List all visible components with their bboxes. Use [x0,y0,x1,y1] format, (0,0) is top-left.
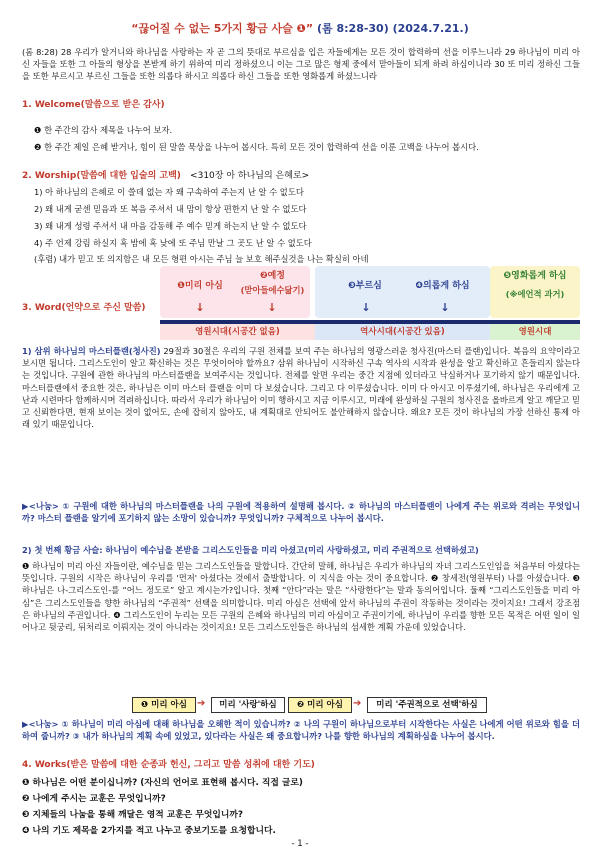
arrow-down-icon: ↓ [440,301,450,314]
arrow-down-icon: ↓ [195,301,205,314]
page-title [0,22,600,36]
works-item-2: ❷ 나에게 주시는 교훈은 무엇입니까? [22,794,166,804]
timeline-label-predestined-note: (맏아들에수닮기) [240,285,305,295]
worship-heading: 2. Worship(말씀에 대한 입술의 고백) <310장 아 하나님의 은혜로> [22,171,310,181]
timeline-label-glorified-note: (※에언적 과거) [505,289,565,299]
section1 [22,345,580,430]
timeline-label-foreknew: ❶미리 아심 [177,281,223,291]
works-item-3: ❸ 지체들의 나눔을 통해 깨달은 영적 교훈은 무엇입니까? [22,810,243,820]
chip-foreknew-1: ❶ 미리 아심 [132,697,196,713]
hymn-line-2: 2) 왜 내게 굳센 믿음과 또 복음 주셔서 내 맘이 항상 편한지 난 알 수 없도다 [34,204,307,214]
section2-share: ▶<나눔> ① 하나님이 미리 아심에 대해 하나님을 오해한 적이 있습니까? ② 나의 구원이 하나님으로부터 시작한다는 사실은 나에게 어떤 위로와 힘을 더하여 줍니까? ③ 내가 하나님의 계획 속에 있었고, 있다라는 사실은 왜 중요합니까? 나를 향한 하나님의 계획하심을 나누어 봅시다. [22,719,580,742]
welcome-item-2: ❷ 한 주간 제일 은혜 받거나, 힘이 된 말씀 묵상을 나누어 봅시다. 특히 모든 것이 합력하여 선을 이룬 고백을 나누어 봅시다. [34,142,479,152]
hymn-refrain: (후렴) 내가 믿고 또 의지함은 내 모든 형편 아시는 주님 늘 보호 해주실것을 나는 확실히 아네 [34,254,369,264]
arrow-right-icon: ➔ [353,698,362,709]
intro-scripture: (롬 8:28) 28 우리가 알거니와 하나님을 사랑하는 자 곧 그의 뜻대로 부르심을 입은 자들에게는 모든 것이 합력하여 선을 이루느니라 29 하나님이 미리 아신 자들을 또한 그 아들의 형상을 본받게 하기 위하여 미리 정하셨으니 이는 그로 많은 형제 중에서 맏아들이 되게 하려 하심이니라 30 또 미리 정하신 그들을 또한 부르시고 부르신 그들을 또한 의롭다 하시고 의롭다 하신 그들을 또한 영화롭게 하셨느니라 [22,47,580,82]
timeline-label-called: ❸부르심 [348,281,382,291]
timeline-panel-history [315,266,490,318]
works-heading: 4. Works(받은 말씀에 대한 순종과 헌신, 그리고 말씀 성취에 대한 기도) [22,760,315,770]
section1-heading: 1) 삼위 하나님의 마스터플랜(청사진) [22,346,161,356]
arrow-right-icon: ➔ [197,698,206,709]
works-item-1: ❶ 하나님은 어떤 분이십니까? (자신의 언어로 표현해 봅시다. 직접 글로) [22,778,303,788]
title-reference: (롬 8:28-30) (2024.7.21.) [317,22,469,35]
title-main: “끊어질 수 없는 5가지 황금 사슬 ❶” [131,22,314,35]
arrow-down-icon: ↓ [267,301,277,314]
welcome-item-1: ❶ 한 주간의 감사 제목을 나누어 보자. [34,125,173,135]
section1-share: ▶<나눔> ① 구원에 대한 하나님의 마스터플랜을 나의 구원에 적용하여 설명해 봅시다. ② 하나님의 마스터플랜이 나에게 주는 위로와 격려는 무엇입니까? 마스터 플랜을 알기에 포기하지 않는 소망이 있습니까? 무엇입니까? 구체적으로 나누어 봅시다. [22,501,580,524]
hymn-line-4: 4) 주 언제 강림 하실지 혹 밤에 혹 낮에 또 주님 만날 그 곳도 난 알 수 없도다 [34,238,312,248]
timeline-label-predestined: ❷예정 [259,271,285,281]
section2-heading: 2) 첫 번째 황금 사슬: 하나님이 예수님을 본받을 그리스도인들을 미리 아셨고(미리 사랑하셨고, 미리 주권적으로 선택하셨고) [22,545,479,555]
page-number: - 1 - [291,839,309,849]
worship-hymn: <310장 아 하나님의 은혜로> [190,171,310,181]
welcome-heading: 1. Welcome(말씀으로 받은 감사) [22,100,165,110]
era-eternal-past: 영원시대(시공간 없음) [160,324,315,340]
arrow-down-icon: ↓ [361,301,371,314]
chip-chosen: 미리 '주권적으로 선택'하심 [367,697,487,713]
word-heading: 3. Word(언약으로 주신 말씀) [22,303,146,313]
era-eternal-future: 영원시대 [490,324,580,340]
timeline-label-justified: ❹의롭게 하심 [415,281,470,291]
section2-body: ❶ 하나님이 미리 아신 자들이란, 예수님을 믿는 그리스도인들을 말합니다. 간단히 말해, 하나님은 우리가 하나님의 자녀 그리스도인임을 처음부터 아셨다는 뜻입니다. 구원의 시작은 하나님이 우리를 '먼저' 아셨다는 것에서 출발합니다. 이 지식을 아는 것이 중요합니다. ❷ 창세전(영원부터) 나를 아셨습니다. ❸ 하나님은 나-그리스도인-를 “어느 정도로” 알고 계시는가?입니다. 첫째 “안다”라는 말은 “사랑한다”는 말과 동의어입니다. 둘째 “그리스도인들을 미리 아심”은 그리스도인들을 향한 하나님의 “주권적” 선택을 의미합니다. 미리 아심은 선택에 앞서 하나님의 주권이 작동하는 것이라는 것이지요! 그래서 강조점은 하나님의 주권입니다. ❹ 그리스도인이 누리는 모든 구원의 은혜와 하나님의 미리 아심이고 주권이기에, 하나님이 우리를 향한 모든 목적은 어떤 일이 일어나고 뒷궁리, 뒤처리로 이뤄지는 것이 아니라는 것이지요! 모든 그리스도인들은 하나님의 섬세한 계획 가운데 있었습니다. [22,561,580,633]
section1-body: 29절과 30절은 우리의 구원 전체를 보여 주는 하나님의 영광스러운 청사진(마스터 플랜)입니다. 복음의 요약이라고 보시면 됩니다. 그리스도인이 알고 확신하는 것은 무엇이어야 할까요? 삼위 하나님이 시작하신 구속 역사의 시작과 완성을 알고 확신하고 흔들리지 않는다는 것입니다. 구원에 관한 하나님의 마스터플랜을 보여주시는 것입니다. 전체를 알면 우리는 중간 지점에 있더라고 낙심하거나 포기하지 않기 때문입니다. 마스터플랜에서 중요한 것은, 하나님은 이미 마스터 플랜을 이미 다 보셨습니다. 그리고 다 이루셨습니다. 이미 다 아시고 이루셨기에, 하나님은 우리에게 고난과 시련마다 함께하시며 격려하십니다. 따라서 우리가 하나님이 이미 행하시고 지금 이루시고, 미래에 완성하실 구원의 청사진을 올바르게 알고 깨닫고 믿고 신뢰한다면, 현재 보이는 것이 없어도, 손에 잡히지 않아도, 내 계획대로 안되어도 불안해하지 않습니다. 왜요? 모든 것이 하나님의 가장 선하신 통제 아래 있기 때문입니다. [22,346,581,430]
era-history: 역사시대(시공간 있음) [315,324,490,340]
chip-foreknew-2: ❷ 미리 아심 [288,697,352,713]
hymn-line-3: 3) 왜 내게 성령 주셔서 내 마음 감동해 주 예수 믿게 하는지 난 알 수 없도다 [34,221,307,231]
hymn-line-1: 1) 아 하나님의 은혜로 이 쓸데 없는 자 왜 구속하여 주는지 난 알 수 없도다 [34,187,304,197]
works-item-4: ❹ 나의 기도 제목을 2가지를 적고 나누고 중보기도를 요청합니다. [22,826,276,836]
chip-loved: 미리 '사랑'하심 [211,697,285,713]
timeline-label-glorified: ❺영화롭게 하심 [503,271,567,281]
